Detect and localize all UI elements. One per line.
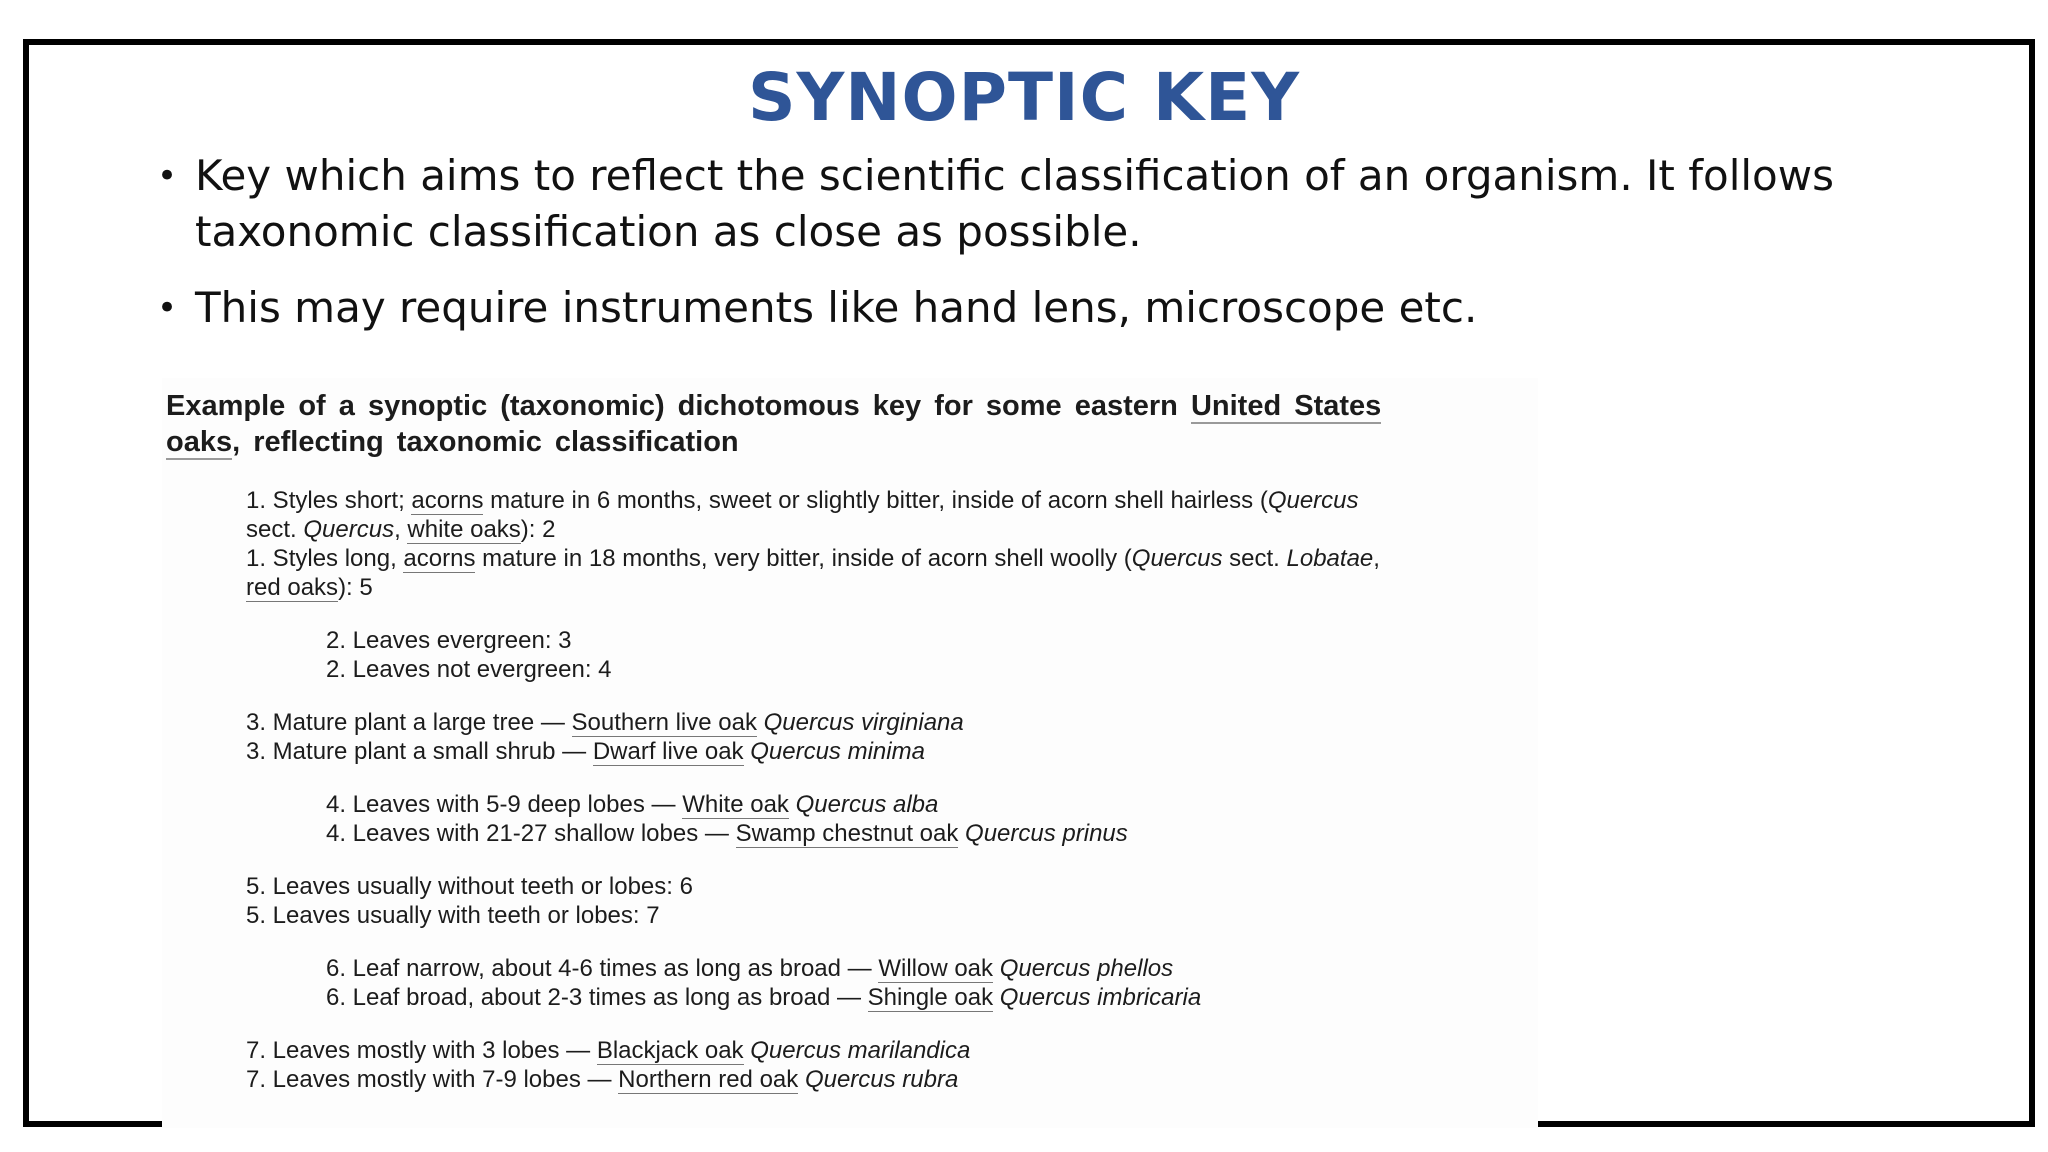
couplet-line: 1. Styles short; acorns mature in 6 months, sweet or slightly bitter, inside of acorn shell hairless (Quercus [246, 487, 1359, 514]
bullet-list [155, 148, 1855, 356]
bullet-dot-icon: • [157, 288, 178, 328]
key-heading-text: Example of a synoptic (taxonomic) dichotomous key for some eastern [166, 390, 1178, 422]
key-heading [166, 388, 1526, 460]
couplet-line: 5. Leaves usually without teeth or lobes: 6 [246, 873, 693, 900]
couplet-line: 3. Mature plant a small shrub — Dwarf live oak Quercus minima [246, 738, 925, 765]
key-heading-link: United States [1190, 390, 1382, 422]
couplet-line: 1. Styles long, acorns mature in 18 months, very bitter, inside of acorn shell woolly (Quercus sect. Lobatae, [246, 545, 1380, 572]
couplet-group-5 [246, 872, 1380, 930]
couplet-line: 7. Leaves mostly with 3 lobes — Blackjack oak Quercus marilandica [246, 1037, 971, 1064]
couplet-line: 7. Leaves mostly with 7-9 lobes — Northern red oak Quercus rubra [246, 1066, 959, 1093]
key-couplet-list [246, 486, 1380, 1118]
bullet-text-line: Key which aims to reflect the scientific classification of an organism. It follows [195, 151, 1834, 200]
couplet-line: sect. Quercus, white oaks): 2 [246, 516, 556, 543]
bullet-item [155, 280, 1855, 336]
bullet-text-line: This may require instruments like hand lens, microscope etc. [195, 283, 1478, 332]
key-heading-link: oaks [166, 426, 233, 458]
couplet-line: 6. Leaf broad, about 2-3 times as long as broad — Shingle oak Quercus imbricaria [326, 984, 1202, 1011]
couplet-line: 4. Leaves with 21-27 shallow lobes — Swamp chestnut oak Quercus prinus [326, 820, 1128, 847]
couplet-line: 2. Leaves evergreen: 3 [326, 627, 572, 654]
bullet-text-line: taxonomic classification as close as possible. [195, 207, 1142, 256]
couplet-group-7 [246, 1036, 1380, 1094]
couplet-group-4 [246, 790, 1380, 848]
couplet-line: 5. Leaves usually with teeth or lobes: 7 [246, 902, 660, 929]
key-heading-text: , reflecting taxonomic classification [232, 426, 739, 458]
couplet-line: 6. Leaf narrow, about 4-6 times as long as broad — Willow oak Quercus phellos [326, 955, 1174, 982]
couplet-group-6 [246, 954, 1380, 1012]
couplet-group-1 [246, 486, 1380, 602]
slide-title: SYNOPTIC KEY [747, 59, 1301, 136]
couplet-line: 4. Leaves with 5-9 deep lobes — White oak Quercus alba [326, 791, 939, 818]
couplet-line: 3. Mature plant a large tree — Southern live oak Quercus virginiana [246, 709, 964, 736]
couplet-line: red oaks): 5 [246, 574, 373, 601]
key-example-image [162, 378, 1538, 1128]
couplet-line: 2. Leaves not evergreen: 4 [326, 656, 612, 683]
couplet-group-2 [246, 626, 1380, 684]
bullet-dot-icon: • [157, 156, 178, 196]
bullet-item [155, 148, 1855, 260]
couplet-group-3 [246, 708, 1380, 766]
